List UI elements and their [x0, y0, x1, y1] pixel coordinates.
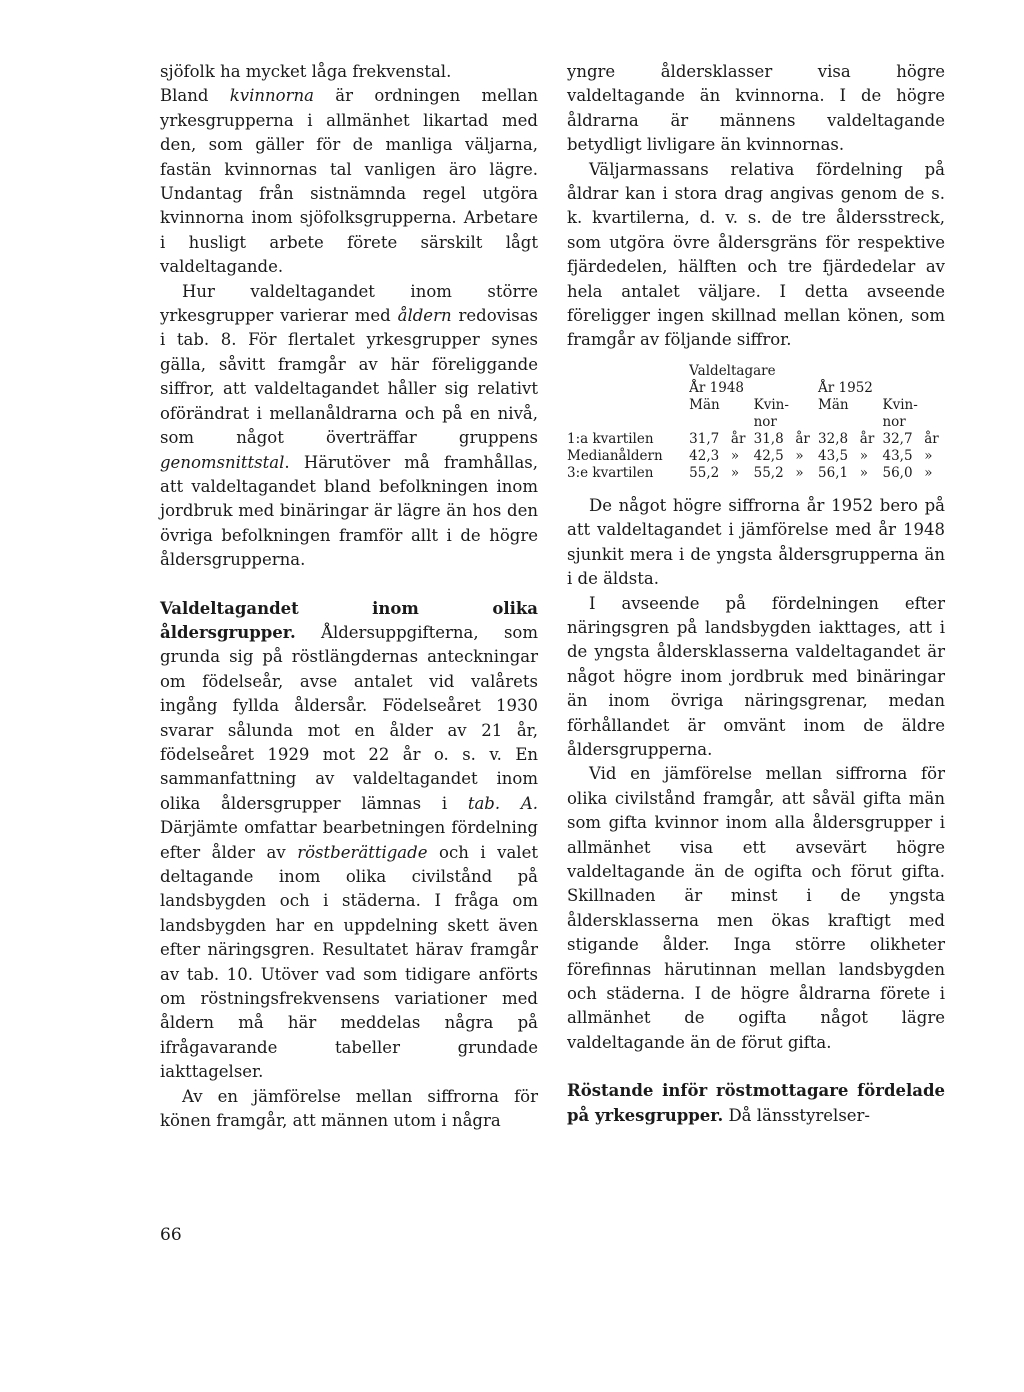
paragraph: [160, 1085, 538, 1134]
text: och i valet deltagande inom olika civilstånd på landsbygden och i städerna. I fråga om landsbygden har en uppdelning skett även efter näringsgren. Resultatet härav framgår av tab. 10. Utöver vad som tidigare anförts om röstningsfrekvensens variationer med åldern må här meddelas några på ifrågavarande tabeller grundade iakttagelser.: [160, 842, 538, 1082]
paragraph: [567, 494, 945, 592]
text: De något högre siffrorna år 1952 bero på att valdeltagandet i jämförelse med år 1948 sjunkit mera i de yngsta åldersgrupperna än i de äldsta.: [567, 495, 945, 589]
row-label: 1:a kvartilen: [567, 430, 654, 447]
paragraph: [567, 762, 945, 1055]
text: Bland: [160, 86, 230, 106]
emphasis: genomsnittstal: [160, 452, 285, 472]
table-cell: 31,8: [753, 430, 784, 447]
table-cell: 43,5: [818, 447, 849, 464]
paragraph: [567, 158, 945, 353]
table-cell: »: [924, 464, 933, 481]
page-number: 66: [160, 1225, 182, 1245]
table-caption-row: [565, 363, 945, 380]
table-cell: 56,1: [818, 464, 849, 481]
section-heading: Röstande inför röstmottagare fördelade på yrkesgrupper.: [567, 1081, 945, 1125]
text: är ordningen mellan yrkesgrupperna i allmänhet likartad med den, som gäller för de manliga väljarna, fastän kvinnornas tal vanligen äro lägre. Undantag från sistnämnda regel utgöra kvinnorna inom sjöfolksgrupperna. Arbetare i husligt arbete förete särskilt lågt valdeltagande.: [160, 86, 538, 277]
table-cell: år: [924, 430, 939, 447]
text: redovisas i tab. 8. För flertalet yrkesgrupper synes gälla, såvitt framgår av här föreliggande siffror, att valdeltagandet håller sig relativt oförändrat i mellanåldrarna och på en nivå, som något överträffar gruppens: [160, 306, 538, 448]
table-cell: år: [859, 430, 875, 447]
table-year-row: [565, 380, 945, 397]
table-header-row: [565, 397, 945, 414]
emphasis: röstberättigade: [297, 842, 428, 862]
table-cell: »: [730, 447, 740, 464]
year-1948: År 1948: [689, 379, 745, 396]
emphasis: kvinnorna: [229, 86, 314, 106]
table-cell: år: [730, 430, 746, 447]
left-column: [160, 60, 538, 1133]
table-row: [565, 465, 945, 482]
paragraph: [160, 60, 538, 84]
table-cell: »: [795, 447, 804, 464]
header-nor: nor: [753, 413, 777, 430]
text: Då länsstyrelser-: [723, 1105, 871, 1125]
table-cell: »: [859, 464, 869, 481]
table-cell: »: [924, 447, 933, 464]
table-cell: 32,8: [818, 430, 849, 447]
text: Därjämte omfattar bearbetningen fördelning efter ålder av: [160, 818, 538, 862]
text: . Härutöver må framhållas, att valdeltagandet bland befolkningen inom jordbruk med binäringar är lägre än hos den övriga befolkningen framför allt i de högre åldersgrupperna.: [160, 452, 538, 570]
header-kvin: Kvin-: [753, 396, 789, 413]
table-row: [565, 448, 945, 465]
text: Av en jämförelse mellan siffrorna för könen framgår, att männen utom i några: [160, 1086, 538, 1131]
paragraph: [160, 280, 538, 573]
table-cell: 55,2: [689, 464, 720, 481]
text: Väljarmassans relativa fördelning på åldrar kan i stora drag angivas genom de s. k. kvartilerna, d. v. s. de tre åldersstreck, som utgöra övre åldersgräns för respektive fjärdedelen, hälften och tre fjärdedelar av hela antalet väljare. I detta avseende föreligger ingen skillnad mellan könen, som framgår av följande siffror.: [567, 159, 945, 350]
table-cell: 32,7: [882, 430, 913, 447]
row-label: Medianåldern: [567, 447, 663, 464]
paragraph: [567, 60, 945, 158]
emphasis: åldern: [397, 306, 452, 326]
table-row: [565, 431, 945, 448]
table-cell: »: [795, 464, 804, 481]
table-cell: 42,3: [689, 447, 720, 464]
emphasis: tab. A.: [467, 793, 539, 813]
text: yngre åldersklasser visa högre valdeltagande än kvinnorna. I de högre åldrarna är männens valdeltagande betydligt livligare än kvinnornas.: [567, 62, 945, 155]
text: I avseende på fördelningen efter näringsgren på landsbygden iakttages, att i de yngsta åldersklasserna valdeltagandet är något högre inom jordbruk med binäringar än inom övriga näringsgrenar, medan förhållandet är omvänt inom de äldre åldersgrupperna.: [567, 593, 945, 759]
table-cell: »: [859, 447, 869, 464]
paragraph: [160, 84, 538, 279]
table-cell: 56,0: [882, 464, 913, 481]
paragraph: [567, 592, 945, 763]
text: Vid en jämförelse mellan siffrorna för olika civilstånd framgår, att såväl gifta män som gifta kvinnor inom alla åldersgrupper i allmänhet visa ett avsevärt högre valdeltagande än de ogifta och förut gifta. Skillnaden är minst i de yngsta åldersklasserna men ökas kraftigt med stigande ålder. Inga större olikheter förefinnas härutinnan mellan landsbygden och städerna. I de högre åldrarna förete i allmänhet de ogifta något lägre valdeltagande än de förut gifta.: [567, 764, 945, 1052]
text: sjöfolk ha mycket låga frekvenstal.: [160, 62, 452, 81]
voter-quartile-table: [565, 363, 945, 482]
table-cell: 42,5: [753, 447, 784, 464]
header-kvin: Kvin-: [882, 396, 918, 413]
row-label: 3:e kvartilen: [567, 464, 654, 481]
section-heading: Valdeltagandet inom olika åldersgrupper.: [160, 598, 538, 642]
paragraph: [160, 597, 538, 1085]
table-cell: »: [730, 464, 740, 481]
table-cell: 43,5: [882, 447, 913, 464]
paragraph: [567, 1079, 945, 1128]
table-cell: 55,2: [753, 464, 784, 481]
table-cell: år: [795, 430, 810, 447]
text: Hur valdeltagandet inom större yrkesgrupper varierar med: [160, 281, 538, 326]
year-1952: År 1952: [818, 379, 873, 396]
table-header-row: [565, 414, 945, 431]
header-man: Män: [818, 396, 849, 413]
right-column: [567, 60, 945, 1128]
header-nor: nor: [882, 413, 906, 430]
table-cell: 31,7: [689, 430, 720, 447]
header-man: Män: [689, 396, 720, 413]
text: Åldersuppgifterna, som grunda sig på röstlängdernas anteckningar om födelseår, avse antalet vid valårets ingång fyllda åldersår. Födelseåret 1930 svarar sålunda mot en ålder av 21 år, födelseåret 1929 mot 22 år o. s. v. En sammanfattning av valdeltagandet inom olika åldersgrupper lämnas i: [160, 622, 538, 813]
table-caption: Valdeltagare: [689, 362, 776, 379]
